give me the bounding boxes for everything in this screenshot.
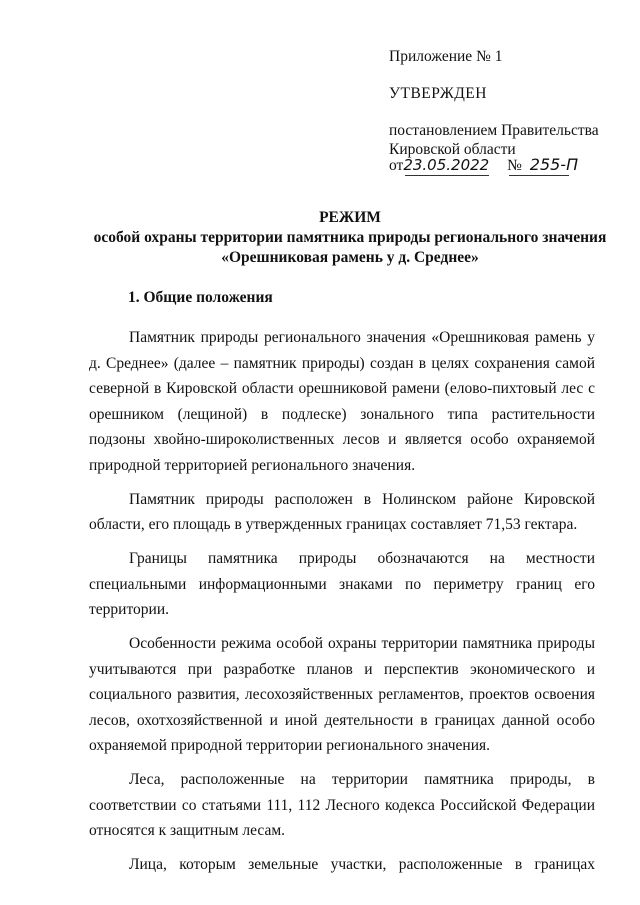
paragraph: Лица, которым земельные участки, расположенные в границах bbox=[129, 856, 595, 873]
document-title bbox=[60, 208, 640, 268]
section-body bbox=[89, 325, 595, 878]
handwritten-number: 255-П bbox=[529, 155, 579, 174]
paragraph: Границы памятника природы обозначаются на местности специальными информационными знаками по периметру границ его территории. bbox=[89, 550, 595, 618]
number-prefix: № bbox=[507, 157, 522, 174]
title-line-3: «Орешниковая рамень у д. Среднее» bbox=[221, 249, 479, 266]
paragraph: Памятник природы расположен в Нолинском районе Кировской области, его площадь в утвержденных границах составляет 71,53 гектара. bbox=[89, 490, 595, 533]
title-line-2: особой охраны территории памятника природы регионального значения bbox=[93, 229, 607, 246]
date-prefix: от bbox=[389, 157, 404, 174]
decree-line-1: постановлением Правительства bbox=[389, 122, 599, 139]
title-line-1: РЕЖИМ bbox=[319, 209, 381, 226]
section-heading: 1. Общие положения bbox=[128, 289, 273, 306]
paragraph: Особенности режима особой охраны территории памятника природы учитываются при разработке планов и перспектив экономического и социального развития, лесохозяйственных регламентов, проектов освоения лесов, охотхозяйственной и иной деятельности в границах данной особо охраняемой природной территории регионального значения. bbox=[89, 635, 595, 754]
handwritten-date: 23.05.2022 bbox=[403, 156, 490, 174]
paragraph: Памятник природы регионального значения «Орешниковая рамень у д. Среднее» (далее – памятник природы) создан в целях сохранения самой северной в Кировской области орешниковой рамени (елово-пихтовый лес с орешником (лещиной) в подлеске) зонального типа растительности подзоны хвойно-широколиственных лесов и является особо охраняемой природной территорией регионального значения. bbox=[89, 329, 595, 474]
approved-stamp: УТВЕРЖДЕН bbox=[389, 85, 487, 102]
paragraph: Леса, расположенные на территории памятника природы, в соответствии со статьями 111, 112 Лесного кодекса Российской Федерации относятся к защитным лесам. bbox=[89, 771, 595, 839]
attachment-number: Приложение № 1 bbox=[389, 48, 503, 65]
number-underline bbox=[509, 175, 569, 176]
date-underline bbox=[405, 175, 489, 176]
decree-date-number bbox=[389, 155, 578, 181]
decree-line-2: Кировской области bbox=[389, 141, 516, 158]
